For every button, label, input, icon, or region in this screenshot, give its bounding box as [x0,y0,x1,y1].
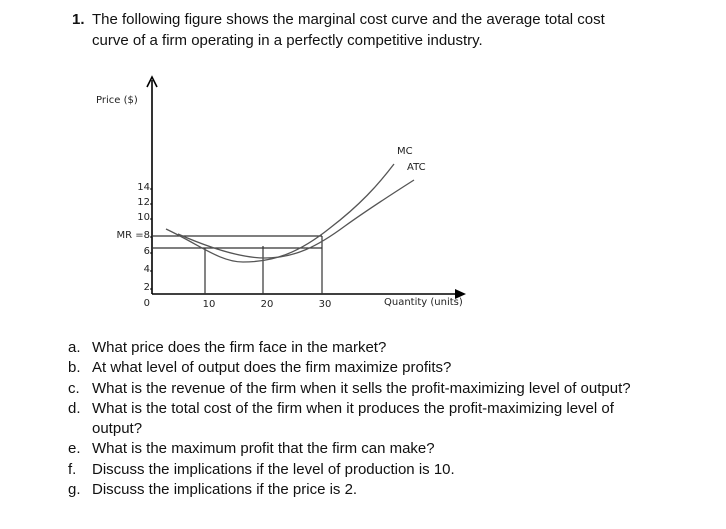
subquestion-text: Discuss the implications if the level of production is 10. [92,460,455,478]
subquestion-text: What price does the firm face in the market? [92,339,387,356]
y-tick-label: 10 [137,212,150,223]
subquestion-letter: e. [68,440,81,458]
question-text-line-1: The following figure shows the marginal cost curve and the average total cost [92,11,605,28]
subquestion-text: What is the revenue of the firm when it sells the profit-maximizing level of output? [92,379,631,397]
subquestion-item [68,338,631,358]
subquestion-item [68,358,631,378]
atc-curve [178,180,414,258]
subquestion-item [68,460,631,480]
subquestion-text: What is the maximum profit that the firm can make? [92,440,435,458]
y-tick-label: 4 [143,264,150,275]
subquestion-item [68,439,631,459]
y-tick-label: 12 [137,197,150,208]
mc-curve-label: MC [397,146,413,157]
subquestion-text: What is the total cost of the firm when it produces the profit-maximizing level of [92,399,614,417]
y-axis-label: Price ($) [96,95,138,106]
question-text-line-2: curve of a firm operating in a perfectly competitive industry. [92,32,483,49]
atc-curve-label: ATC [407,162,426,173]
subquestion-letter: f. [68,460,77,478]
subquestion-text: Discuss the implications if the price is 2. [92,481,358,499]
y-tick-label: 2 [143,282,150,293]
subquestion-letter: g. [68,481,81,499]
subquestion-item [68,480,631,500]
subquestion-letter: b. [68,359,81,377]
y-tick-label: 14 [137,182,150,193]
subquestion-item [68,399,631,440]
y-tick-label: 6 [143,246,150,257]
subquestion-text: output? [92,420,143,438]
subquestion-item [68,379,631,399]
x-tick-label: 20 [260,299,274,310]
question-number: 1. [72,11,85,28]
subquestion-letter: a. [68,339,81,356]
mc-curve [166,164,394,262]
subquestion-letter: c. [68,379,80,397]
subquestion-text: At what level of output does the firm maximize profits? [92,359,452,377]
y-tick-label: MR =8 [116,230,150,241]
x-tick-label: 10 [202,299,216,310]
x-axis-label: Quantity (units) [384,297,463,308]
subquestion-list [68,338,631,500]
y-tick-label: 0 [143,298,150,309]
x-tick-label: 30 [318,299,332,310]
subquestion-letter: d. [68,399,81,417]
